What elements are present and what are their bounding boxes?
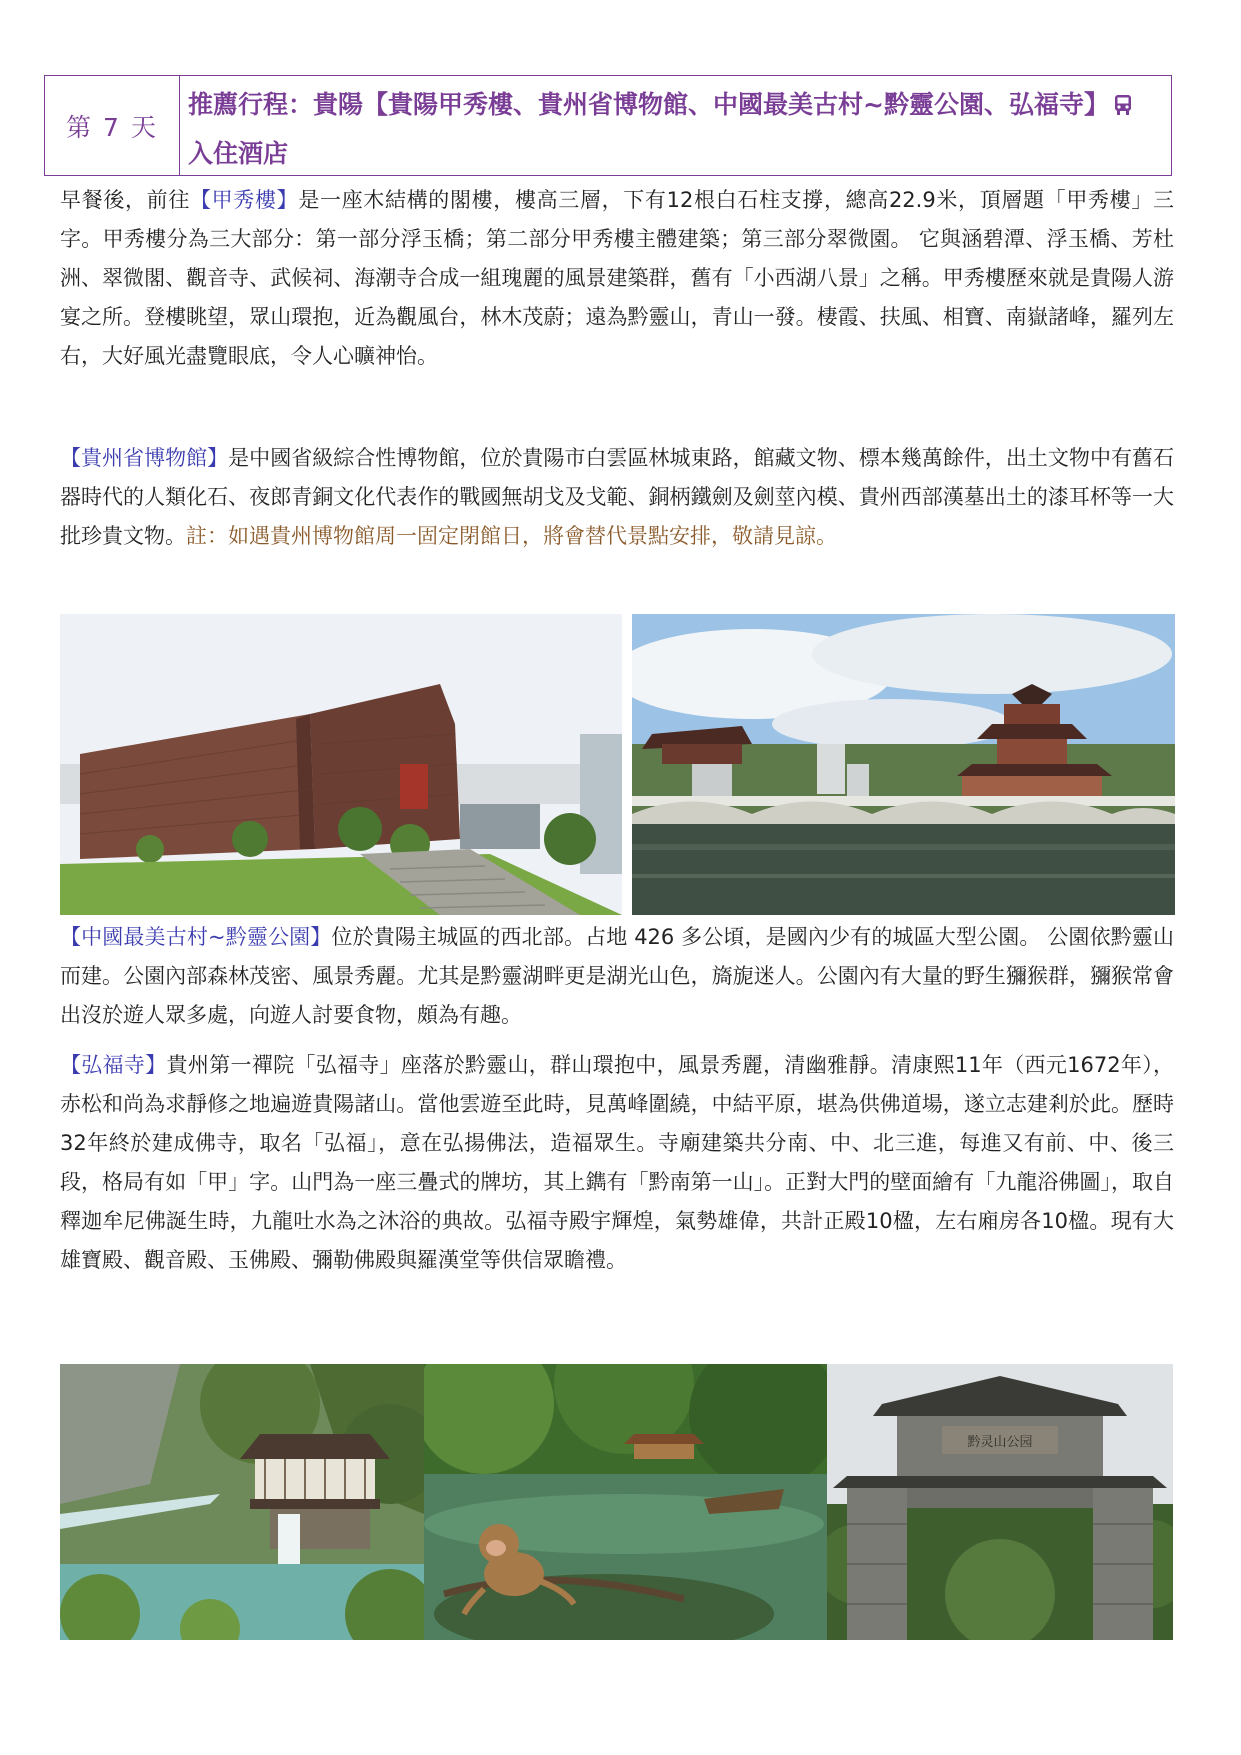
para1-body: 是一座木結構的閣樓，樓高三層，下有12根白石柱支撐，總高22.9米，頂層題「甲秀樓」三字。甲秀樓分為三大部分：第一部分浮玉橋；第二部分甲秀樓主體建築；第三部分翠微園。 它與涵碧潭、浮玉橋、芳杜洲、翠微閣、觀音寺、武候祠、海潮寺合成一組瑰麗的風景建築群，舊有「小西湖八景」之稱。甲秀樓歷來就是貴陽人游宴之所。登樓眺望，眾山環抱，近為觀風台，林木茂蔚；遠為黔靈山，青山一發。棲霞、扶風、相寶、南嶽諸峰，羅列左右，大好風光盡覽眼底，令人心曠神怡。 <box>60 188 1175 368</box>
itinerary-title-text: 推薦行程：貴陽【貴陽甲秀樓、貴州省博物館、中國最美古村~黔靈公園、弘福寺】 <box>188 90 1109 119</box>
closure-note: 註：如遇貴州博物館周一固定閉館日，將會替代景點安排，敬請見諒。 <box>186 524 837 548</box>
keyword-jiaxiu-tower: 【甲秀樓】 <box>189 188 299 212</box>
paragraph-museum <box>60 439 1174 556</box>
keyword-qianling-park: 【中國最美古村~黔靈公園】 <box>60 925 332 949</box>
qianling-park-gate-photo <box>827 1364 1173 1640</box>
para2-body: 是中國省級綜合性博物館，位於貴陽市白雲區林城東路，館藏文物、標本幾萬餘件，出土文物中有舊石器時代的人類化石、夜郎青銅文化代表作的戰國無胡戈及戈範、銅柄鐵劍及劍莖內模、貴州西部漢墓出土的漆耳杯等一大批珍貴文物。 <box>60 446 1174 548</box>
para4-body: 貴州第一禪院「弘福寺」座落於黔靈山，群山環抱中，風景秀麗，清幽雅靜。清康熙11年（西元1672年），赤松和尚為求靜修之地遍遊貴陽諸山。當他雲遊至此時，見萬峰圍繞，中結平原，堪為供佛道場，遂立志建剎於此。歷時32年終於建成佛寺，取名「弘福」，意在弘揚佛法，造福眾生。寺廟建築共分南、中、北三進，每進又有前、中、後三段，格局有如「甲」字。山門為一座三疊式的牌坊，其上鐫有「黔南第一山」。正對大門的壁面繪有「九龍浴佛圖」，取自釋迦牟尼佛誕生時，九龍吐水為之沐浴的典故。弘福寺殿宇輝煌，氣勢雄偉，共計正殿10楹，左右廂房各10楹。現有大雄寶殿、觀音殿、玉佛殿、彌勒佛殿與羅漢堂等供信眾瞻禮。 <box>60 1053 1175 1272</box>
guizhou-museum-photo <box>60 614 622 915</box>
paragraph-qianling-park <box>60 918 1174 1035</box>
bus-icon <box>1113 85 1133 131</box>
paragraph-hongfu-temple <box>60 1046 1174 1280</box>
lake-monkey-photo <box>424 1364 827 1640</box>
day-label: 第 7 天 <box>45 76 180 175</box>
waterfall-pavilion-photo <box>60 1364 424 1640</box>
day-header <box>44 75 1172 176</box>
paragraph-jiaxiu-tower <box>60 181 1174 376</box>
gate-plaque-text: 黔灵山公园 <box>967 1435 1033 1450</box>
para1-lead: 早餐後，前往 <box>60 188 190 212</box>
keyword-museum: 【貴州省博物館】 <box>60 446 229 470</box>
itinerary-title <box>180 76 1171 175</box>
hotel-label: 入住酒店 <box>188 139 289 168</box>
para3-body: 位於貴陽主城區的西北部。占地 426 多公頃，是國內少有的城區大型公園。 公園依黔靈山而建。公園內部森林茂密、風景秀麗。尤其是黔靈湖畔更是湖光山色，旖旎迷人。公園內有大量的野生獼猴群，獼猴常會出沒於遊人眾多處，向遊人討要食物，頗為有趣。 <box>60 925 1174 1027</box>
jiaxiu-tower-photo <box>632 614 1175 915</box>
keyword-hongfu-temple: 【弘福寺】 <box>60 1053 167 1077</box>
